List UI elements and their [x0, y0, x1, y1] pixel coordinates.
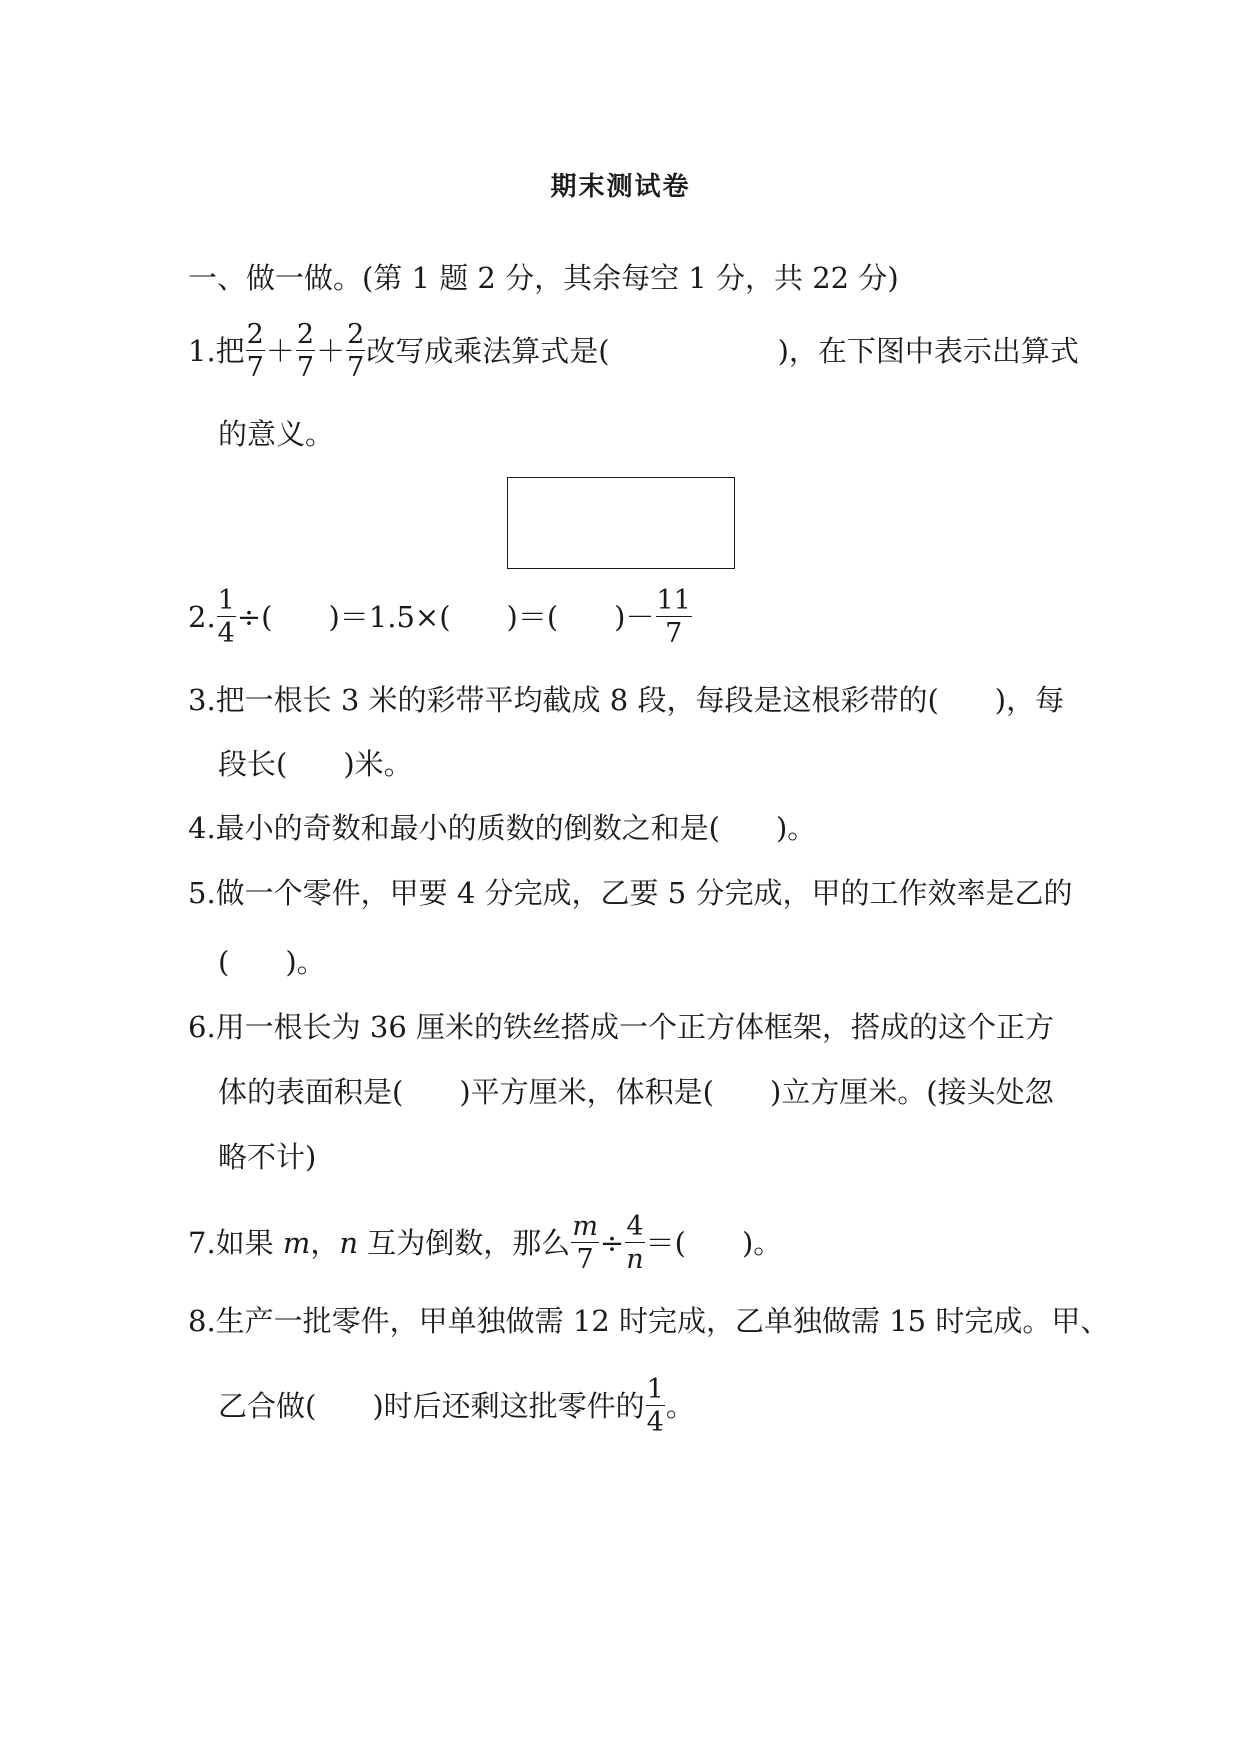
section-heading: 一、做一做。(第 1 题 2 分，其余每空 1 分，共 22 分): [188, 261, 899, 295]
fraction: $\frac{2}{7}$: [347, 319, 365, 383]
question-7: 7.如果 m，n 互为倒数，那么 $\frac{m}{7}$ ÷ $\frac{4}{n}$ ＝( )。: [188, 1211, 783, 1275]
question-4: 4.最小的奇数和最小的质数的倒数之和是( )。: [188, 811, 817, 845]
fraction: $\frac{1}{4}$: [646, 1374, 664, 1438]
fraction: $\frac{2}{7}$: [296, 319, 315, 383]
fraction: $\frac{2}{7}$: [246, 319, 264, 383]
fraction: $\frac{m}{7}$: [572, 1211, 598, 1275]
question-6-line-2: 体的表面积是( )平方厘米，体积是( )立方厘米。(接头处忽: [218, 1075, 1054, 1109]
question-8-line-1: 8.生产一批零件，甲单独做需 12 时完成，乙单独做需 15 时完成。甲、: [188, 1304, 1110, 1338]
question-1-line-2: 的意义。: [218, 417, 335, 451]
question-2: 2. $\frac{1}{4}$ ÷( )＝1.5×( )＝( )－ $\frac{11}{7}$: [188, 585, 691, 649]
page-title: 期末测试卷: [550, 172, 691, 202]
fraction: $\frac{11}{7}$: [656, 585, 691, 649]
question-8-line-2: 乙合做( )时后还剩这批零件的 $\frac{1}{4}$ 。: [218, 1374, 695, 1438]
question-6-line-3: 略不计): [218, 1140, 317, 1174]
question-5-line-1: 5.做一个零件，甲要 4 分完成，乙要 5 分完成，甲的工作效率是乙的: [188, 876, 1073, 910]
question-1-line-1: 1.把 $\frac{2}{7}$ ＋ $\frac{2}{7}$ ＋ $\frac{2}{7}$ 改写成乘法算式是( )，在下图中表示出算式: [188, 319, 1079, 383]
drawing-box[interactable]: [507, 477, 735, 569]
question-5-line-2: ( )。: [218, 945, 326, 979]
fraction: $\frac{1}{4}$: [217, 585, 235, 649]
question-3-line-2: 段长( )米。: [218, 747, 413, 781]
question-6-line-1: 6.用一根长为 36 厘米的铁丝搭成一个正方体框架，搭成的这个正方: [188, 1010, 1055, 1044]
question-3-line-1: 3.把一根长 3 米的彩带平均截成 8 段，每段是这根彩带的( )，每: [188, 683, 1065, 717]
fraction: $\frac{4}{n}$: [626, 1211, 644, 1275]
